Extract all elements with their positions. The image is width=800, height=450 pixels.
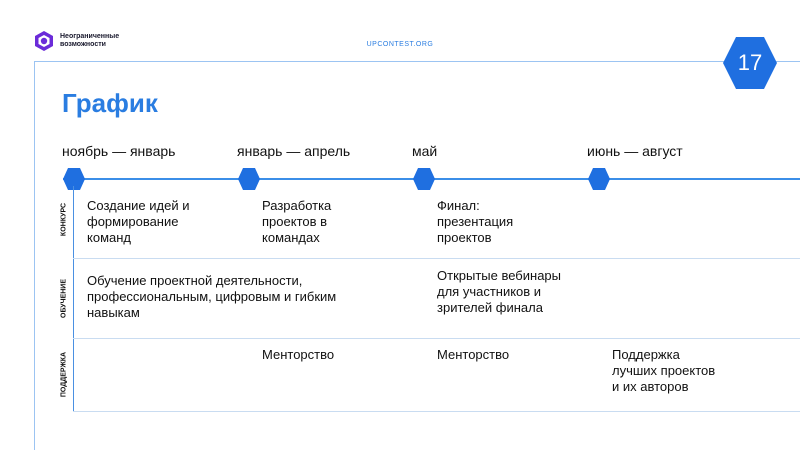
cell-support-3: Менторство	[437, 347, 510, 362]
period-1: ноябрь — январь	[62, 143, 176, 159]
cell-contest-2: Разработка проектов в командах	[262, 198, 332, 245]
timeline-node-4	[587, 167, 611, 191]
period-3: май	[412, 143, 438, 159]
table-vertical-line	[73, 186, 74, 412]
page-title: График	[62, 88, 158, 118]
cell-support-2: Менторство	[262, 347, 335, 362]
timeline-node-2	[237, 167, 261, 191]
row-label-support: ПОДДЕРЖКА	[60, 351, 68, 398]
cell-education-3: Открытые вебинары для участников и зрителей финала	[437, 268, 562, 315]
row-label-education: ОБУЧЕНИЕ	[60, 279, 68, 318]
period-2: январь — апрель	[237, 143, 351, 159]
page-number: 17	[737, 50, 763, 75]
cell-education-1: Обучение проектной деятельности, профессиональным, цифровым и гибким навыкам	[87, 273, 337, 320]
row-divider-1	[73, 258, 800, 259]
timeline-node-3	[412, 167, 436, 191]
period-4: июнь — август	[587, 143, 683, 159]
logo-text: Неограниченные возможности	[60, 33, 120, 48]
cell-contest-1: Создание идей и формирование команд	[87, 198, 190, 245]
frame-left-border	[34, 61, 35, 450]
row-divider-2	[73, 338, 800, 339]
row-label-contest: КОНКУРС	[60, 202, 68, 237]
cell-support-4: Поддержка лучших проектов и их авторов	[612, 347, 716, 394]
row-divider-3	[73, 411, 800, 412]
frame-top-border	[34, 61, 800, 62]
site-url[interactable]: UPCONTEST.ORG	[366, 41, 434, 48]
cell-contest-3: Финал: презентация проектов	[437, 198, 514, 245]
